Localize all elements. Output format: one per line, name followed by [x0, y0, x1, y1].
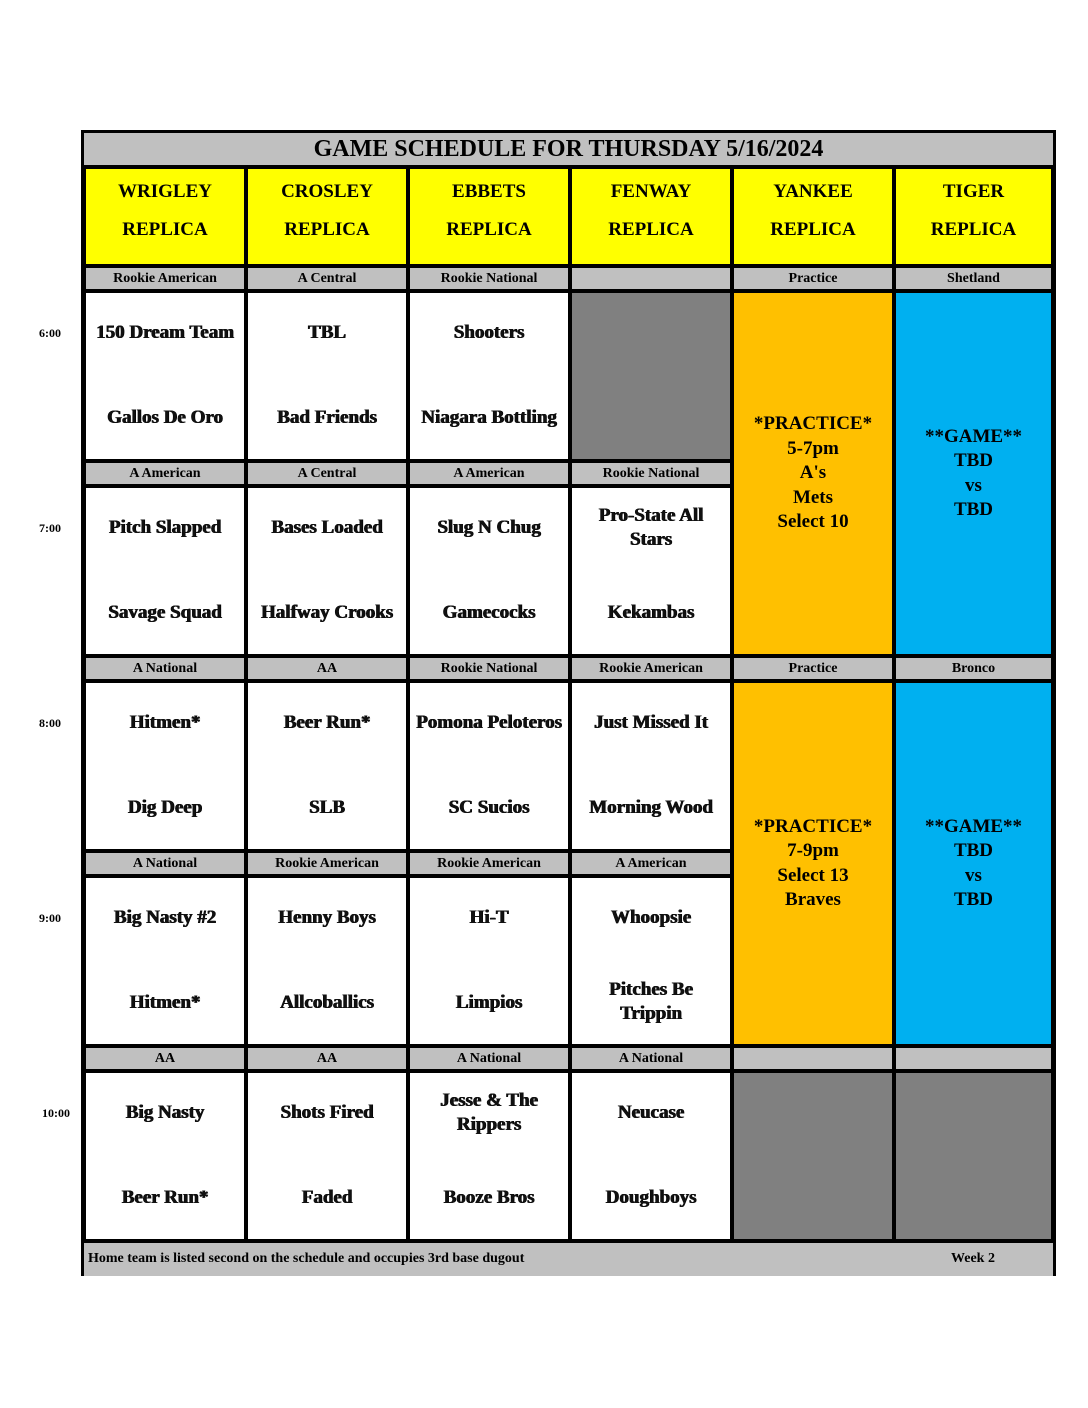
game-cell — [570, 1071, 732, 1241]
time-label: 10:00 — [42, 1106, 70, 1120]
away-team: Hitmen* — [129, 712, 201, 733]
home-team: Dig Deep — [127, 797, 203, 818]
game-cell — [408, 681, 570, 851]
practice-line: Select 10 — [777, 511, 849, 533]
tiger-game-line: vs — [965, 474, 982, 496]
field-header-fenway — [570, 167, 732, 266]
division-label: Rookie American — [570, 656, 732, 681]
away-team: Pro-State All Stars — [598, 505, 704, 550]
game-cell — [84, 486, 246, 656]
away-team: Slug N Chug — [437, 517, 541, 538]
away-team: Bases Loaded — [271, 517, 383, 538]
home-team: Niagara Bottling — [421, 407, 557, 428]
away-team: TBL — [307, 322, 347, 343]
away-team: Henny Boys — [278, 907, 376, 928]
division-label: A National — [408, 1046, 570, 1071]
division-label — [894, 1046, 1053, 1071]
time-label: 6:00 — [39, 326, 61, 340]
home-team: Allcoballics — [280, 992, 374, 1013]
division-label — [732, 1046, 894, 1071]
game-cell — [246, 1071, 408, 1241]
home-team: Bad Friends — [277, 407, 377, 428]
game-cell — [570, 681, 732, 851]
footer-note — [84, 1241, 1053, 1276]
home-team-note: Home team is listed second on the schedule and occupies 3rd base dugout — [88, 1251, 525, 1266]
game-cell — [246, 486, 408, 656]
unused-slot — [570, 291, 732, 461]
division-label: Bronco — [894, 656, 1053, 681]
division-label: AA — [246, 656, 408, 681]
practice-line: 7-9pm — [787, 840, 839, 861]
tiger-game-line: TBD — [953, 450, 994, 471]
home-team: Morning Wood — [589, 797, 713, 818]
tiger-game-line: TBD — [953, 840, 994, 861]
field-header-yankee — [732, 167, 894, 266]
home-team: SC Sucios — [448, 797, 530, 818]
game-cell — [570, 876, 732, 1046]
division-label — [570, 266, 732, 291]
schedule-table — [81, 130, 1056, 1276]
division-label: AA — [84, 1046, 246, 1071]
game-cell — [84, 291, 246, 461]
field-name: YANKEE — [773, 181, 853, 202]
time-label: 8:00 — [39, 716, 61, 730]
home-team: Savage Squad — [108, 602, 222, 623]
away-team: Big Nasty #2 — [113, 907, 217, 928]
tiger-game-line: **GAME** — [924, 815, 1023, 837]
tiger-game-block — [894, 681, 1053, 1046]
game-cell — [570, 486, 732, 656]
field-subtitle: REPLICA — [608, 219, 694, 240]
game-cell — [246, 876, 408, 1046]
tiger-game-line: **GAME** — [924, 425, 1023, 447]
division-label: A Central — [246, 266, 408, 291]
practice-line: Braves — [785, 889, 841, 910]
away-team: Pitch Slapped — [108, 517, 222, 538]
tiger-game-details — [925, 815, 1022, 913]
home-team: Booze Bros — [443, 1187, 535, 1208]
game-cell — [84, 1071, 246, 1241]
home-team: Limpios — [455, 992, 523, 1013]
division-label: Rookie National — [408, 266, 570, 291]
time-label: 9:00 — [39, 911, 61, 925]
tiger-game-line: TBD — [953, 889, 994, 910]
home-team: Pitches Be Trippin — [609, 979, 693, 1024]
game-cell — [408, 1071, 570, 1241]
unused-slot — [732, 1071, 894, 1241]
home-team: Kekambas — [607, 602, 695, 623]
game-cell — [408, 291, 570, 461]
field-header-crosley — [246, 167, 408, 266]
time-label: 7:00 — [39, 521, 61, 535]
away-team: Shooters — [453, 322, 525, 343]
field-subtitle: REPLICA — [446, 219, 532, 240]
game-cell — [84, 681, 246, 851]
field-name: WRIGLEY — [118, 181, 212, 202]
field-header-wrigley — [84, 167, 246, 266]
practice-line: *PRACTICE* — [753, 413, 873, 435]
division-label: Rookie American — [246, 851, 408, 876]
division-label: A American — [570, 851, 732, 876]
away-team: Whoopsie — [610, 907, 692, 928]
division-label: Rookie American — [84, 266, 246, 291]
division-label: A National — [84, 851, 246, 876]
field-subtitle: REPLICA — [770, 219, 856, 240]
tiger-game-line: vs — [965, 864, 982, 886]
home-team: Halfway Crooks — [260, 602, 394, 623]
away-team: Just Missed It — [593, 712, 708, 733]
field-subtitle: REPLICA — [284, 219, 370, 240]
division-label: AA — [246, 1046, 408, 1071]
practice-line: A's — [799, 462, 827, 484]
away-team: Big Nasty — [125, 1102, 205, 1123]
game-cell — [408, 876, 570, 1046]
away-team: 150 Dream Team — [96, 322, 234, 343]
division-label: A National — [570, 1046, 732, 1071]
home-team: SLB — [309, 797, 345, 818]
practice-block — [732, 291, 894, 656]
home-team: Doughboys — [605, 1187, 697, 1208]
game-cell — [246, 681, 408, 851]
practice-line: Mets — [792, 486, 834, 508]
unused-slot — [894, 1071, 1053, 1241]
practice-line: *PRACTICE* — [753, 815, 873, 837]
division-label: Practice — [732, 266, 894, 291]
field-header-tiger — [894, 167, 1053, 266]
home-team: Beer Run* — [121, 1187, 209, 1208]
division-label: A American — [408, 461, 570, 486]
division-label: Practice — [732, 656, 894, 681]
practice-line: Select 13 — [777, 864, 849, 886]
away-team: Jesse & The Rippers — [440, 1090, 538, 1135]
home-team: Gamecocks — [442, 602, 536, 623]
away-team: Neucase — [617, 1102, 685, 1123]
field-name: TIGER — [942, 181, 1005, 202]
schedule-title: GAME SCHEDULE FOR THURSDAY 5/16/2024 — [84, 133, 1053, 167]
away-team: Shots Fired — [280, 1102, 374, 1123]
division-label: Rookie American — [408, 851, 570, 876]
away-team: Pomona Peloteros — [416, 712, 562, 733]
game-cell — [408, 486, 570, 656]
practice-block — [732, 681, 894, 1046]
practice-line: 5-7pm — [787, 437, 839, 459]
home-team: Faded — [301, 1187, 353, 1208]
practice-details — [754, 412, 872, 535]
tiger-game-block — [894, 291, 1053, 656]
division-label: Rookie National — [408, 656, 570, 681]
week-label: Week 2 — [951, 1251, 995, 1266]
home-team: Hitmen* — [129, 992, 201, 1013]
field-name: FENWAY — [610, 181, 692, 202]
division-label: A Central — [246, 461, 408, 486]
game-cell — [246, 291, 408, 461]
away-team: Hi-T — [469, 907, 509, 928]
division-label: A National — [84, 656, 246, 681]
practice-details — [754, 815, 872, 913]
tiger-game-details — [925, 425, 1022, 523]
field-name: CROSLEY — [281, 181, 373, 202]
home-team: Gallos De Oro — [107, 407, 223, 428]
field-subtitle: REPLICA — [122, 219, 208, 240]
away-team: Beer Run* — [283, 712, 371, 733]
division-label: Shetland — [894, 266, 1053, 291]
tiger-game-line: TBD — [953, 499, 994, 520]
game-cell — [84, 876, 246, 1046]
field-header-ebbets — [408, 167, 570, 266]
field-name: EBBETS — [452, 181, 526, 202]
division-label: Rookie National — [570, 461, 732, 486]
division-label: A American — [84, 461, 246, 486]
field-subtitle: REPLICA — [930, 219, 1017, 240]
